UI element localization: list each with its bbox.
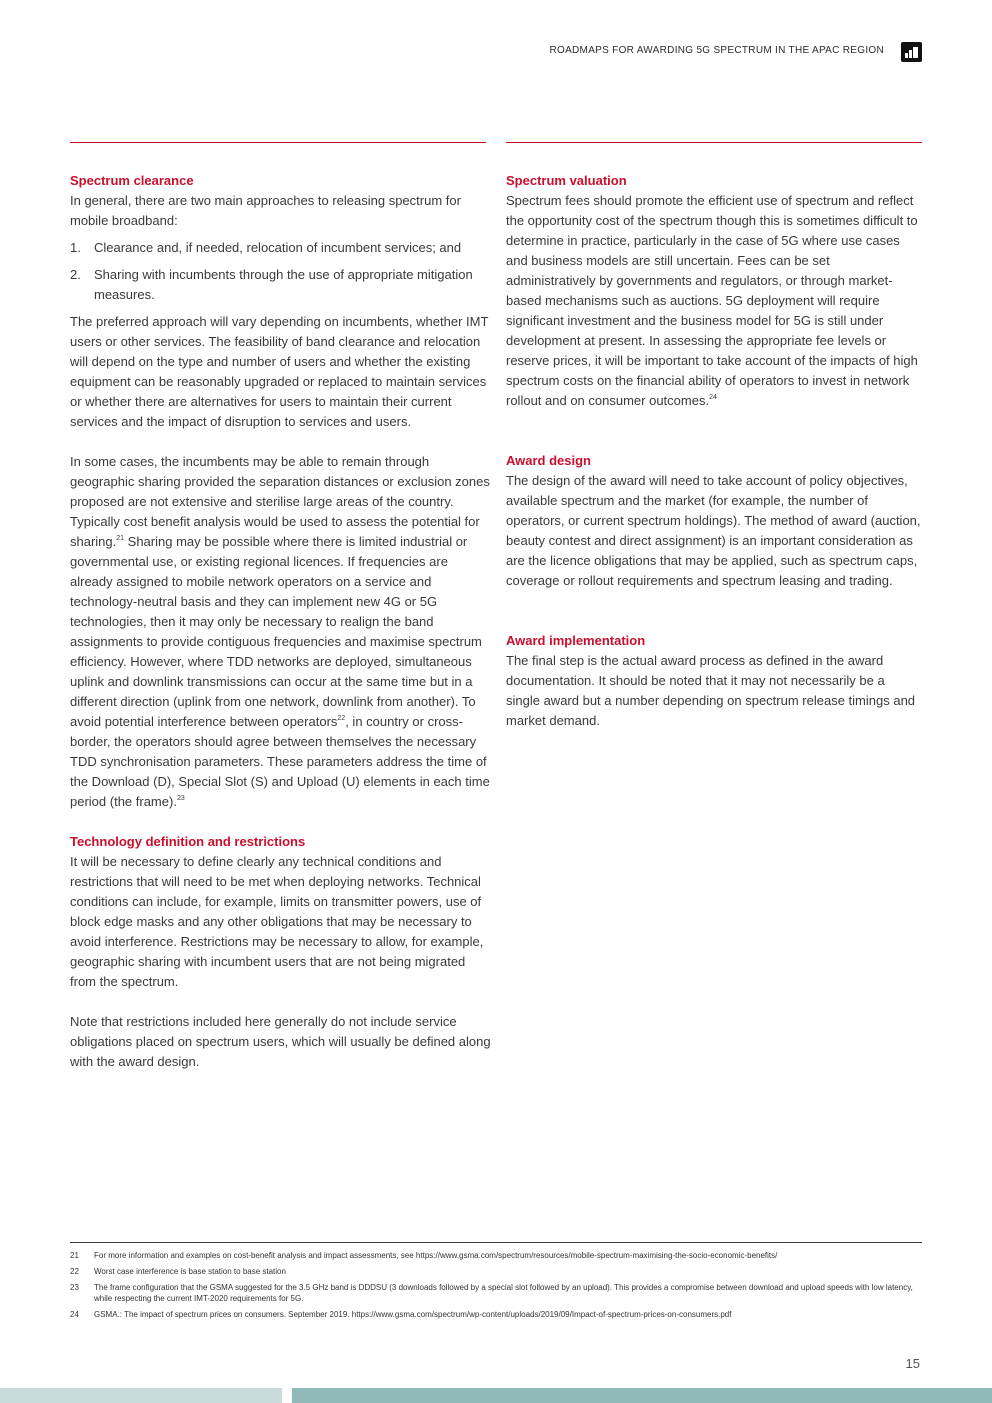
footnote-divider bbox=[70, 1242, 922, 1243]
footnote-text: The frame configuration that the GSMA suggested for the 3.5 GHz band is DDDSU (3 downloads followed by a special slot followed by an upload). This provides a compromise between download and upload speeds with low latency, while respecting the current IMT-2020 requirements for 5G. bbox=[94, 1283, 913, 1303]
spectrum-clearance-heading: Spectrum clearance bbox=[70, 173, 194, 188]
footnote-number: 21 bbox=[70, 1251, 79, 1260]
right-column-rule bbox=[506, 142, 922, 143]
footer-band-dark bbox=[292, 1388, 992, 1403]
award-implementation-heading: Award implementation bbox=[506, 633, 646, 648]
footer-band-light bbox=[0, 1388, 282, 1403]
spectrum-valuation-heading: Spectrum valuation bbox=[506, 173, 627, 188]
footnote-text: GSMA.: The impact of spectrum prices on consumers. September 2019. https://www.gsma.com/spectrum/wp-content/uploads/2019/09/Impact-of-spectrum-prices-on-consumers.pdf bbox=[94, 1310, 732, 1319]
footnote-ref: 21 bbox=[116, 535, 125, 542]
footnote-number: 22 bbox=[70, 1267, 79, 1276]
footnotes bbox=[70, 1250, 922, 1325]
bar-chart-icon bbox=[901, 42, 922, 62]
footnote bbox=[70, 1250, 922, 1261]
footnote bbox=[70, 1282, 922, 1304]
footnote-ref: 23 bbox=[176, 795, 185, 802]
technology-paragraph-1: It will be necessary to define clearly any technical conditions and restrictions that will need to be met when deploying networks. Technical conditions can include, for example, limits on transmitter powers, use of block edge masks and any other obligations that may be necessary to avoid interference. Restrictions may be necessary to allow, for example, geographic sharing with incumbent users that are not being migrated from the spectrum. bbox=[70, 854, 484, 989]
award-design-paragraph: The design of the award will need to take account of policy objectives, available spectrum and the market (for example, the number of operators, or current spectrum holdings). The method of award (auction, beauty contest and direct assignment) is an important consideration as are the licence obligations that may be applied, such as spectrum caps, coverage or rollout requirements and spectrum leasing and trading. bbox=[506, 473, 921, 588]
technology-heading: Technology definition and restrictions bbox=[70, 834, 306, 849]
clearance-paragraph-1: The preferred approach will vary depending on incumbents, whether IMT users or other services. The feasibility of band clearance and relocation will depend on the type and number of users and whether the existing equipment can be reasonably upgraded or replaced to maintain services or whether there are alternatives for users to maintain their current services and the impact of disruption to services and users. bbox=[70, 314, 489, 429]
footnote bbox=[70, 1266, 922, 1277]
footnote-number: 23 bbox=[70, 1283, 79, 1292]
list-item-number: 2. bbox=[70, 267, 81, 282]
running-title: ROADMAPS FOR AWARDING 5G SPECTRUM IN THE APAC REGION bbox=[549, 45, 884, 56]
clearance-text-b: Sharing may be possible where there is limited industrial or governmental use, or existing regional licences. If frequencies are already assigned to mobile network operators on a service and technology-neutral basis and they can implement new 4G or 5G technologies, then it may only be necessary to realign the band assignments to provide contiguous frequencies and maximise spectrum efficiency. However, where TDD networks are deployed, simultaneous uplink and downlink transmissions can occur at the same time but in a different direction (uplink from one network, downlink from another). To avoid potential interference between operators bbox=[70, 534, 482, 729]
valuation-paragraph bbox=[506, 191, 922, 411]
footnote-text: For more information and examples on cost-benefit analysis and impact assessments, see https://www.gsma.com/spectrum/resources/mobile-spectrum-maximising-the-socio-economic-benefits/ bbox=[94, 1251, 778, 1260]
footnote-ref: 24 bbox=[709, 394, 717, 401]
valuation-text: Spectrum fees should promote the efficient use of spectrum and reflect the opportunity cost of the spectrum though this is sometimes difficult to determine in practice, particularly in the case of 5G where use cases and business models are still uncertain. Fees can be set administratively by governments and regulators, or through market-based mechanisms such as auctions. 5G deployment will require significant investment and the business model for 5G is still under development at present. In assessing the appropriate fee levels or reserve prices, it will be important to take account of the impacts of high spectrum costs on the financial ability of operators to invest in network rollout and on consumer outcomes. bbox=[506, 193, 918, 408]
list-item-text: Sharing with incumbents through the use of appropriate mitigation measures. bbox=[94, 267, 473, 302]
technology-paragraph-2: Note that restrictions included here generally do not include service obligations placed on spectrum users, which will usually be defined along with the award design. bbox=[70, 1014, 491, 1069]
right-column bbox=[506, 171, 922, 731]
list-item bbox=[70, 238, 492, 258]
award-design-heading: Award design bbox=[506, 453, 592, 468]
left-column-rule bbox=[70, 142, 486, 143]
list-item-text: Clearance and, if needed, relocation of incumbent services; and bbox=[94, 240, 462, 255]
footnote-number: 24 bbox=[70, 1310, 79, 1319]
left-column bbox=[70, 171, 492, 1072]
clearance-intro: In general, there are two main approaches to releasing spectrum for mobile broadband: bbox=[70, 193, 461, 228]
approach-list bbox=[70, 238, 492, 305]
footnote bbox=[70, 1309, 922, 1320]
page-number: 15 bbox=[905, 1356, 920, 1371]
footnote-text: Worst case interference is base station to base station bbox=[94, 1267, 286, 1276]
footnote-ref: 22 bbox=[337, 715, 346, 722]
clearance-text-c: , in country or cross-border, the operators should agree between themselves the necessary TDD synchronisation parameters. These parameters address the time of the Download (D), Special Slot (S) and Upload (U) elements in each time period (the frame). bbox=[70, 714, 490, 809]
list-item bbox=[70, 265, 492, 305]
clearance-paragraph-2 bbox=[70, 452, 492, 812]
list-item-number: 1. bbox=[70, 240, 81, 255]
award-implementation-paragraph: The final step is the actual award process as defined in the award documentation. It should be noted that it may not necessarily be a single award but a number depending on spectrum release timings and market demand. bbox=[506, 653, 916, 728]
clearance-text-a: In some cases, the incumbents may be able to remain through geographic sharing provided the separation distances or exclusion zones proposed are not extensive and sterilise large areas of the country. Typically cost benefit analysis would be used to assess the potential for sharing. bbox=[70, 454, 490, 549]
